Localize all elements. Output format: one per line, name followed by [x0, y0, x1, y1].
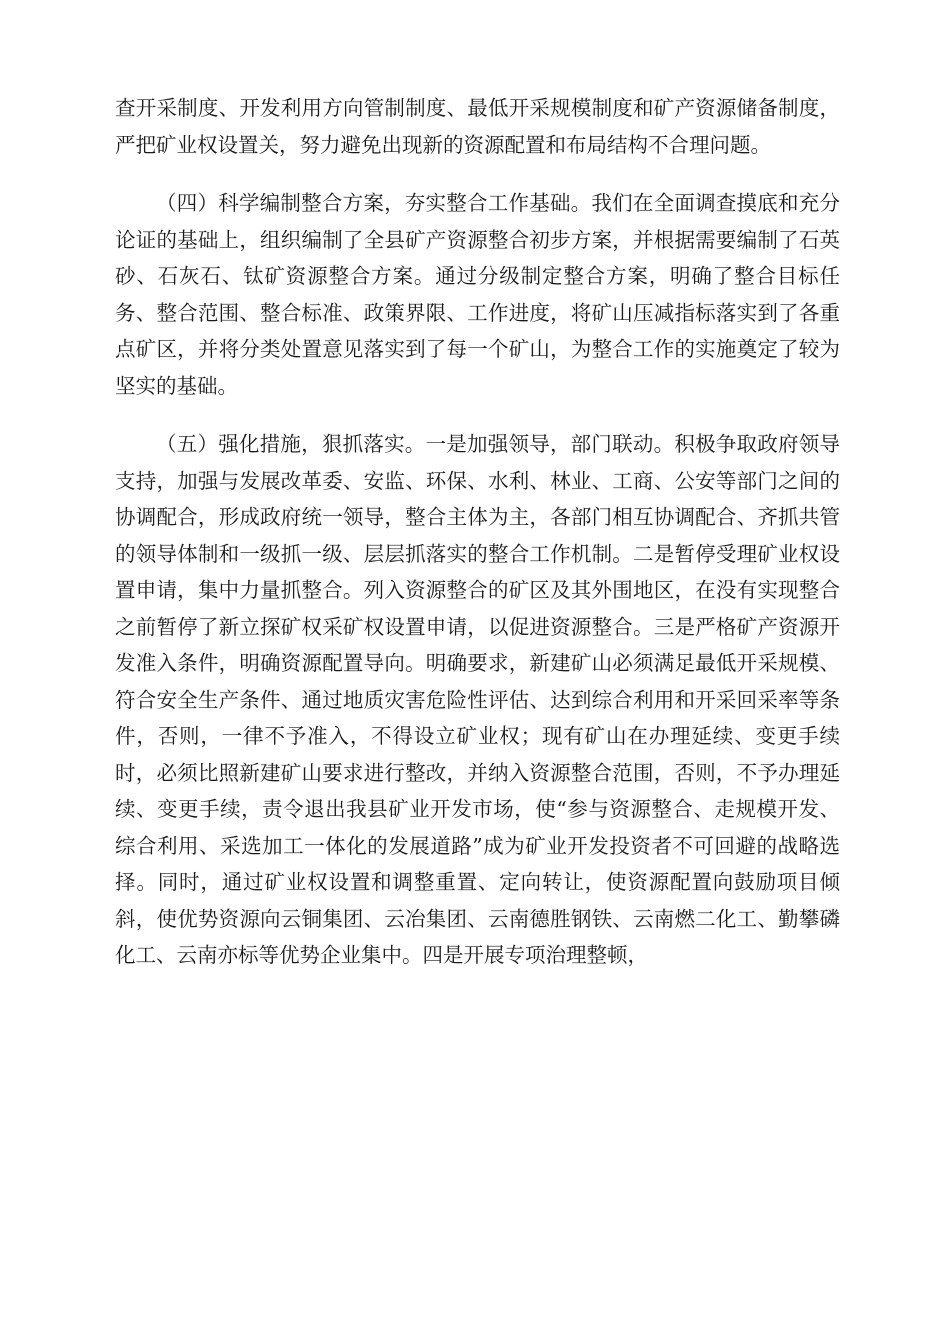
- paragraph-section-5: （五）强化措施，狠抓落实。一是加强领导，部门联动。积极争取政府领导支持，加强与发展改革委、安监、环保、水利、林业、工商、公安等部门之间的协调配合，形成政府统一领导，整合主体为主，各部门相互协调配合、齐抓共管的领导体制和一级抓一级、层层抓落实的整合工作机制。二是暂停受理矿业权设置申请，集中力量抓整合。列入资源整合的矿区及其外围地区，在没有实现整合之前暂停了新立探矿权采矿权设置申请，以促进资源整合。三是严格矿产资源开发准入条件，明确资源配置导向。明确要求，新建矿山必须满足最低开采规模、符合安全生产条件、通过地质灾害危险性评估、达到综合利用和开采回采率等条件，否则，一律不予准入，不得设立矿业权；现有矿山在办理延续、变更手续时，必须比照新建矿山要求进行整改，并纳入资源整合范围，否则，不予办理延续、变更手续，责令退出我县矿业开发市场，使“参与资源整合、走规模开发、综合利用、采选加工一体化的发展道路”成为矿业开发投资者不可回避的战略选择。同时，通过矿业权设置和调整重置、定向转让，使资源配置向鼓励项目倾斜，使优势资源向云铜集团、云冶集团、云南德胜钢铁、云南燃二化工、勤攀磷化工、云南亦标等优势企业集中。四是开展专项治理整顿，: [115, 432, 840, 967]
- paragraph-continuation: 查开采制度、开发利用方向管制制度、最低开采规模制度和矿产资源储备制度，严把矿业权设置关，努力避免出现新的资源配置和布局结构不合理问题。: [115, 96, 840, 157]
- paragraph-section-4: （四）科学编制整合方案，夯实整合工作基础。我们在全面调查摸底和充分论证的基础上，组织编制了全县矿产资源整合初步方案，并根据需要编制了石英砂、石灰石、钛矿资源整合方案。通过分级制定整合方案，明确了整合目标任务、整合范围、整合标准、政策界限、工作进度，将矿山压减指标落实到了各重点矿区，并将分类处置意见落实到了每一个矿山，为整合工作的实施奠定了较为坚实的基础。: [115, 191, 840, 398]
- document-body: [115, 90, 840, 974]
